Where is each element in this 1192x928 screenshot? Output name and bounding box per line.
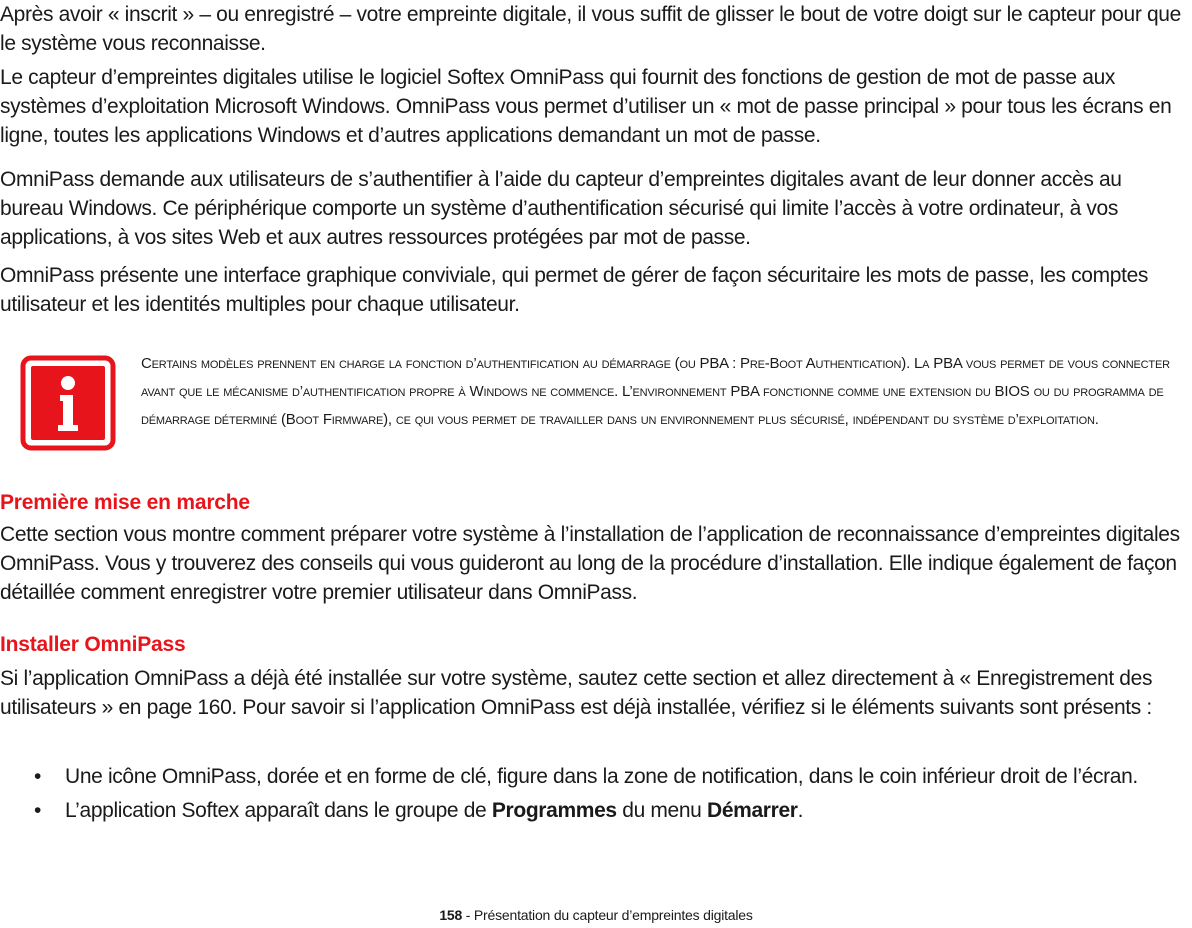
- bullet-text-end: .: [797, 799, 804, 822]
- section-heading-first-start: Première mise en marche: [0, 491, 250, 514]
- bullet-text-mid: du menu: [616, 799, 707, 822]
- intro-paragraph-3: OmniPass demande aux utilisateurs de s’authentifier à l’aide du capteur d’empreintes digitales avant de leur donner accès au bureau Windows. Ce périphérique comporte un système d’authentification sécurisé qui limite l’accès à votre ordinateur, à vos applications, à vos sites Web et aux autres ressources protégées par mot de passe.: [0, 168, 1122, 249]
- section-install-body: Si l’application OmniPass a déjà été installée sur votre système, sautez cette section et allez directement à « Enregistrement des utilisateurs » en page 160. Pour savoir si l’application OmniPass est déjà installée, vérifiez si le éléments suivants sont présents :: [0, 667, 1153, 719]
- programs-menu-label: Programmes: [491, 799, 617, 822]
- bullet-text: Une icône OmniPass, dorée et en forme de clé, figure dans la zone de notification, dans le coin inférieur droit de l’écran.: [65, 765, 1138, 788]
- bullet-text-start: L’application Softex apparaît dans le groupe de: [65, 799, 492, 822]
- note-text: Certains modèles prennent en charge la fonction d’authentification au démarrage (ou PBA : Pre-Boot Authentication). La PBA vous permet de vous connecter avant que le mécanisme d’authentification propre à Windows ne commence. L’environnement PBA fonctionne comme une extension du BIOS ou du programma de démarrage déterminé (Boot Firmware), ce qui vous permet de travailler dans un environnement plus sécurisé, indépendant du système d’exploitation.: [141, 355, 1170, 428]
- list-item: [0, 762, 1190, 791]
- list-item: [0, 796, 1190, 825]
- bullet-dot-icon: •: [34, 799, 42, 822]
- footer-title: Présentation du capteur d’empreintes digitales: [473, 907, 753, 923]
- section-first-start-body: Cette section vous montre comment préparer votre système à l’installation de l’application de reconnaissance d’empreintes digitales OmniPass. Vous y trouverez des conseils qui vous guideront au long de la procédure d’installation. Elle indique également de façon détaillée comment enregistrer votre premier utilisateur dans OmniPass.: [0, 523, 1180, 604]
- start-menu-label: Démarrer: [707, 799, 798, 822]
- page-number: 158: [439, 907, 463, 923]
- page-footer: [0, 905, 1192, 925]
- info-icon: [20, 355, 116, 451]
- bullet-dot-icon: •: [34, 765, 42, 788]
- footer-separator: -: [462, 907, 474, 923]
- intro-paragraph-4: OmniPass présente une interface graphique conviviale, qui permet de gérer de façon sécuritaire les mots de passe, les comptes utilisateur et les identités multiples pour chaque utilisateur.: [0, 264, 1149, 316]
- section-heading-install: Installer OmniPass: [0, 633, 186, 656]
- intro-paragraph-1: Après avoir « inscrit » – ou enregistré – votre empreinte digitale, il vous suffit de glisser le bout de votre doigt sur le capteur pour que le système vous reconnaisse.: [0, 3, 1181, 55]
- intro-paragraph-2: Le capteur d’empreintes digitales utilise le logiciel Softex OmniPass qui fournit des fonctions de gestion de mot de passe aux systèmes d’exploitation Microsoft Windows. OmniPass vous permet d’utiliser un « mot de passe principal » pour tous les écrans en ligne, toutes les applications Windows et d’autres applications demandant un mot de passe.: [0, 66, 1172, 147]
- requirements-list: [0, 762, 1192, 830]
